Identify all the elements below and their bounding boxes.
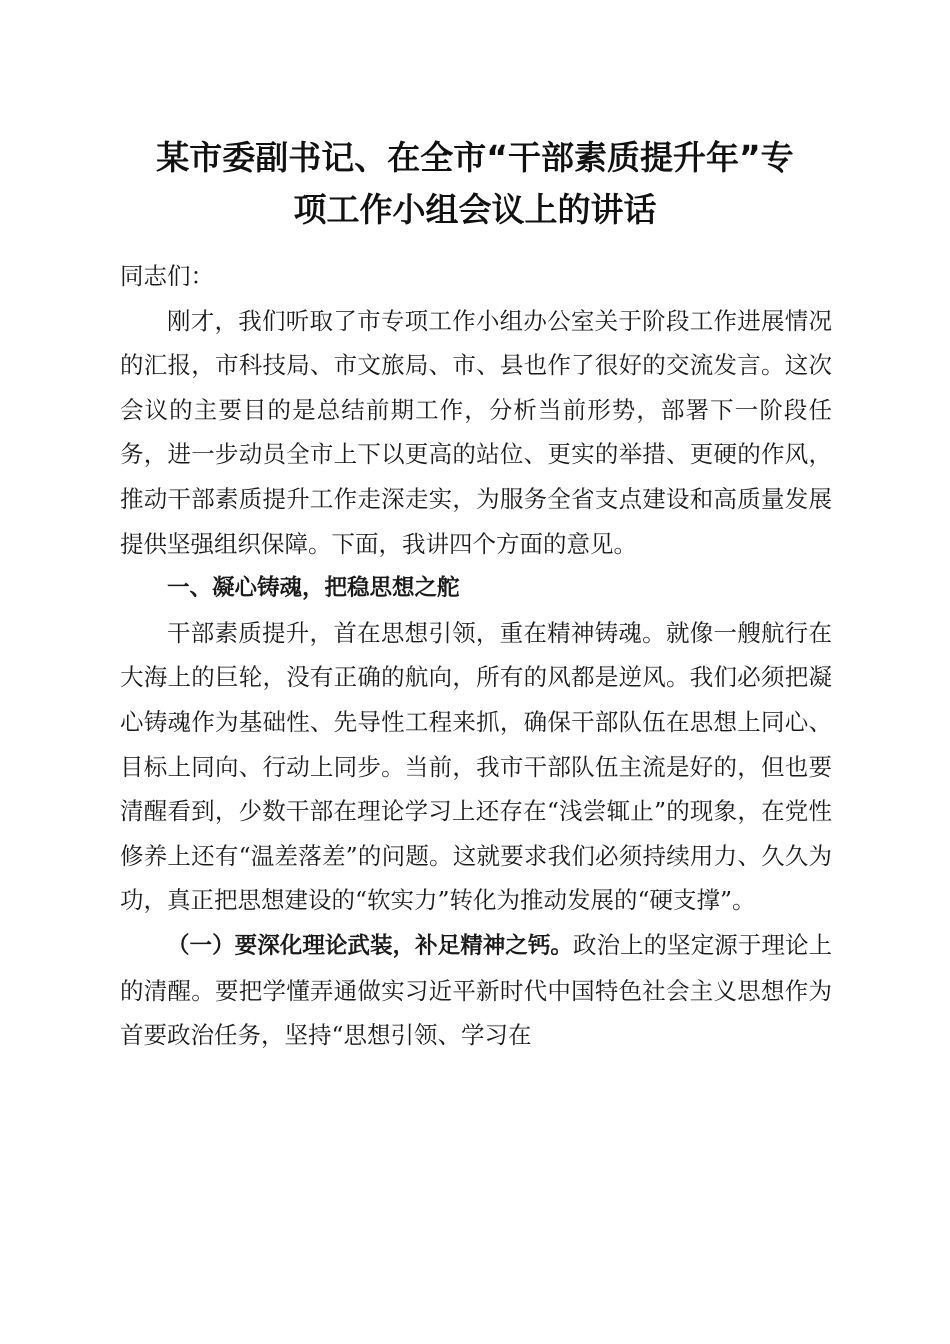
salutation: 同志们： xyxy=(120,262,214,290)
document-title xyxy=(100,132,850,236)
subsection1-paragraph xyxy=(120,923,832,1058)
document-body xyxy=(120,254,832,1058)
subsection1-lead: （一）要深化理论武装，补足精神之钙。 xyxy=(167,932,573,959)
section1-paragraph: 干部素质提升，首在思想引领，重在精神铸魂。就像一艘航行在大海上的巨轮，没有正确的航向，所有的风都是逆风。我们必须把凝心铸魂作为基础性、先导性工程来抓，确保干部队伍在思想上同心、目标上同向、行动上同步。当前，我市干部队伍主流是好的，但也要清醒看到，少数干部在理论学习上还存在“浅尝辄止”的现象，在党性修养上还有“温差落差”的问题。这就要求我们必须持续用力、久久为功，真正把思想建设的“软实力”转化为推动发展的“硬支撑”。 xyxy=(120,618,832,915)
section-heading-1: 一、凝心铸魂，把稳思想之舵 xyxy=(167,575,460,602)
title-line-2: 项工作小组会议上的讲话 xyxy=(293,190,657,229)
title-line-1: 某市委副书记、在全市“干部素质提升年”专 xyxy=(156,138,794,177)
intro-paragraph: 刚才，我们听取了市专项工作小组办公室关于阶段工作进展情况的汇报，市科技局、市文旅局、市、县也作了很好的交流发言。这次会议的主要目的是总结前期工作，分析当前形势，部署下一阶段任务，进一步动员全市上下以更高的站位、更实的举措、更硬的作风，推动干部素质提升工作走深走实，为服务全省支点建设和高质量发展提供坚强组织保障。下面，我讲四个方面的意见。 xyxy=(120,306,832,558)
subsection1-text: 政治上的坚定源于理论上的清醒。要把学懂弄通做实习近平新时代中国特色社会主义思想作为首要政治任务，坚持“思想引领、学习在 xyxy=(120,930,832,1050)
